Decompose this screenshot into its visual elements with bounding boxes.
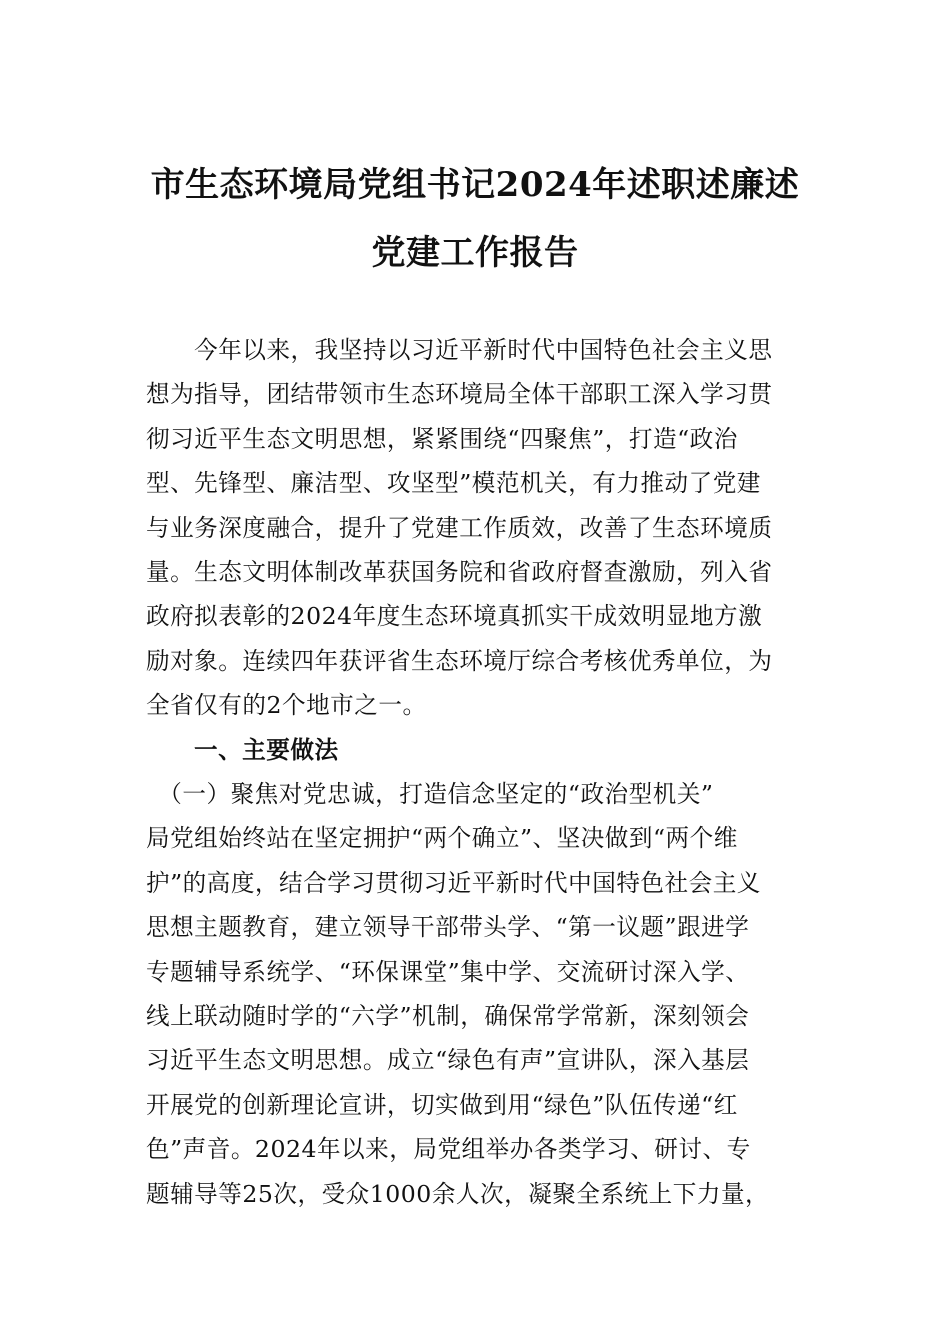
paragraph-line: 开展党的创新理论宣讲，切实做到用“绿色”队伍传递“红 xyxy=(146,1090,738,1119)
paragraph-line: 思想主题教育，建立领导干部带头学、“第一议题”跟进学 xyxy=(146,913,750,942)
paragraph-line: 政府拟表彰的2024年度生态环境真抓实干成效明显地方激 xyxy=(146,602,763,631)
sub-heading-line: （一）聚焦对党忠诚，打造信念坚定的“政治型机关” xyxy=(146,780,714,808)
paragraph-line: 色”声音。2024年以来，局党组举办各类学习、研讨、专 xyxy=(146,1135,751,1164)
paragraph-line: 励对象。连续四年获评省生态环境厅综合考核优秀单位，为 xyxy=(146,646,773,675)
paragraph-line: 题辅导等25次，受众1000余人次，凝聚全系统上下力量， xyxy=(146,1179,770,1208)
paragraph-line: 局党组始终站在坚定拥护“两个确立”、坚决做到“两个维 xyxy=(146,824,738,853)
document-title-line-1: 市生态环境局党组书记2024年述职述廉述 xyxy=(150,165,800,205)
paragraph-line: 线上联动随时学的“六学”机制，确保常学常新，深刻领会 xyxy=(146,1001,750,1030)
paragraph-line: 型、先锋型、廉洁型、攻坚型”模范机关，有力推动了党建 xyxy=(146,469,761,498)
paragraph-line: 量。生态文明体制改革获国务院和省政府督查激励，列入省 xyxy=(146,557,773,586)
paragraph-line: 彻习近平生态文明思想，紧紧围绕“四聚焦”，打造“政治 xyxy=(146,424,738,453)
document-title-line-2: 党建工作报告 xyxy=(371,233,579,273)
paragraph-line: 想为指导，团结带领市生态环境局全体干部职工深入学习贯 xyxy=(146,380,773,409)
paragraph-line: 专题辅导系统学、“环保课堂”集中学、交流研讨深入学、 xyxy=(146,957,750,986)
paragraph-line: 习近平生态文明思想。成立“绿色有声”宣讲队，深入基层 xyxy=(146,1046,750,1075)
paragraph-line: 护”的高度，结合学习贯彻习近平新时代中国特色社会主义 xyxy=(146,868,761,897)
paragraph-line: 全省仅有的2个地市之一。 xyxy=(146,691,427,720)
paragraph-line: 与业务深度融合，提升了党建工作质效，改善了生态环境质 xyxy=(146,513,773,542)
paragraph-line: 今年以来，我坚持以习近平新时代中国特色社会主义思 xyxy=(146,336,773,364)
section-heading: 一、主要做法 xyxy=(194,736,339,764)
intro-paragraph xyxy=(146,328,806,728)
section-paragraph xyxy=(146,772,806,1216)
